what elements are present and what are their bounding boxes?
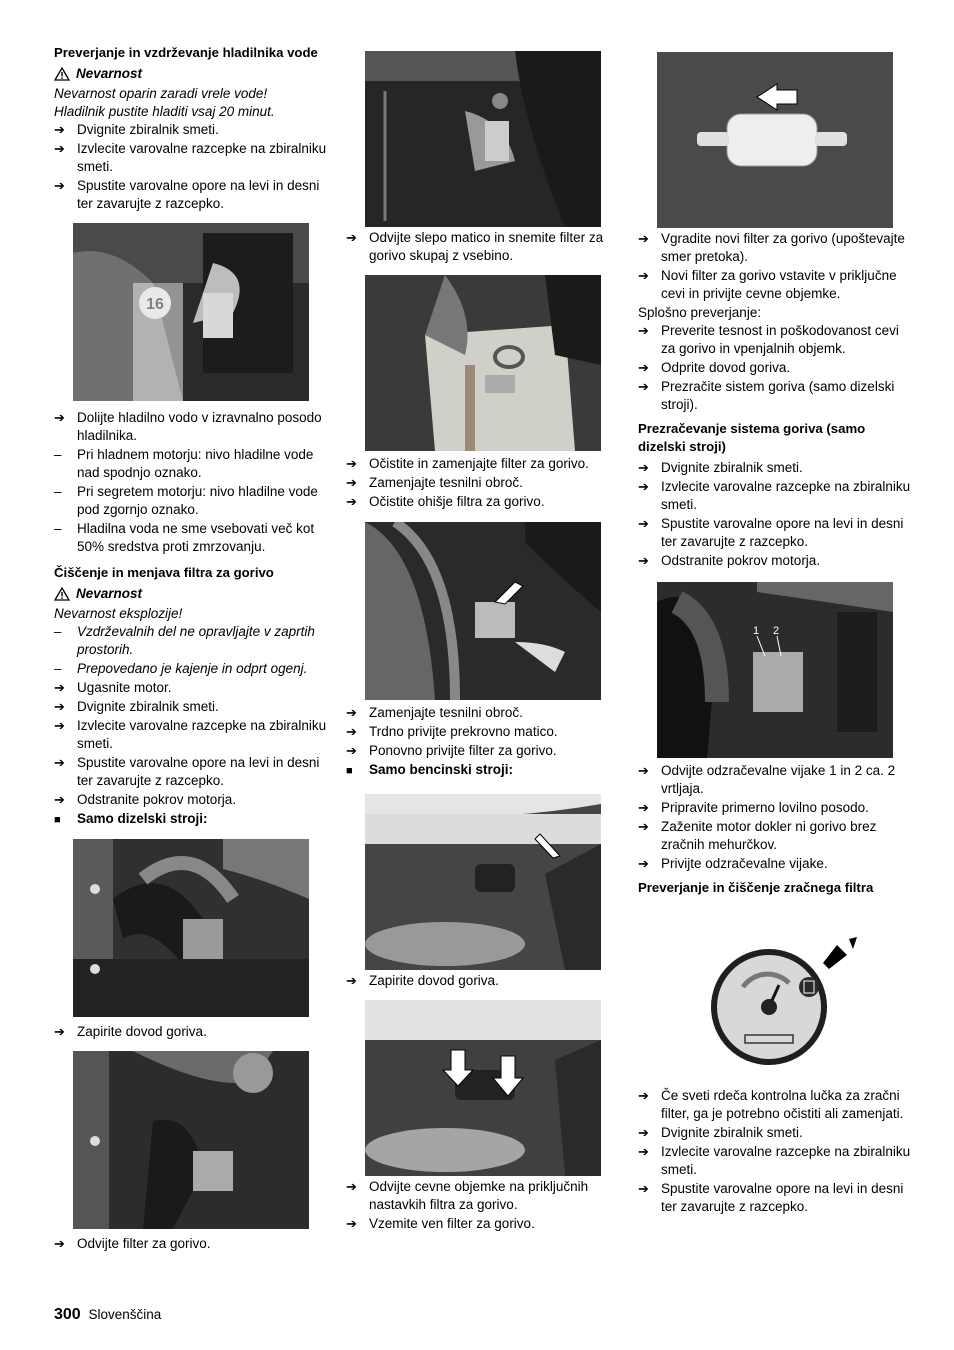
list-item: ➔ Vgradite novi filter za gorivo (upoštevajte smer pretoka). [638, 230, 914, 266]
photo-radiator [73, 223, 309, 401]
warning-heading: Nevarnost [54, 65, 330, 83]
arrow-icon [638, 1087, 661, 1123]
list-item: – Prepovedano je kajenje in odprt ogenj. [54, 660, 330, 678]
arrow-icon [54, 1023, 77, 1041]
list-item: ➔ Ugasnite motor. [54, 679, 330, 697]
arrow-icon [54, 791, 77, 809]
arrow-icon [54, 754, 77, 790]
arrow-icon [54, 140, 77, 176]
arrow-icon [346, 474, 369, 492]
list-item: ➔ Odvijte cevne objemke na priključnih nastavkih filtra za gorivo. [346, 1178, 622, 1214]
arrow-icon [638, 1180, 661, 1216]
list-item: ➔ Izvlecite varovalne razcepke na zbiralniku smeti. [638, 478, 914, 514]
arrow-icon [638, 799, 661, 817]
arrow-icon [346, 723, 369, 741]
list-item: ➔ Zapirite dovod goriva. [346, 972, 622, 990]
general-check-label: Splošno preverjanje: [638, 305, 762, 320]
arrow-icon [638, 762, 661, 798]
warning-triangle-icon [54, 67, 70, 81]
footer-language: Slovenščina [88, 1307, 162, 1322]
list-item: ➔ Dolijte hladilno vodo v izravnalno posodo hladilnika. [54, 409, 330, 445]
list-item: ■ Samo bencinski stroji: [346, 761, 622, 780]
list-item: ➔ Odstranite pokrov motorja. [638, 552, 914, 570]
list-item: ➔ Zapirite dovod goriva. [54, 1023, 330, 1041]
list-item: – Pri hladnem motorju: nivo hladilne vode nad spodnjo oznako. [54, 446, 330, 482]
section-heading: Prezračevanje sistema goriva (samo dizelski stroji) [638, 421, 866, 454]
arrow-icon [638, 230, 661, 266]
list-item: ➔ Ponovno privijte filter za gorivo. [346, 742, 622, 760]
photo-bleed-screws [657, 582, 893, 758]
list-item: ➔ Izvlecite varovalne razcepke na zbiralniku smeti. [54, 140, 330, 176]
arrow-icon [346, 1178, 369, 1214]
arrow-icon [638, 322, 661, 358]
list-item: ➔ Dvignite zbiralnik smeti. [54, 698, 330, 716]
list-item: – Hladilna voda ne sme vsebovati več kot 50% sredstva proti zmrzovanju. [54, 520, 330, 556]
list-item: ➔ Izvlecite varovalne razcepke na zbiralniku smeti. [54, 717, 330, 753]
arrow-icon [638, 1124, 661, 1142]
list-item: ➔ Odvijte filter za gorivo. [54, 1235, 330, 1253]
page-footer [54, 1306, 161, 1324]
list-item: ➔ Trdno privijte prekrovno matico. [346, 723, 622, 741]
bleed-screw-label-1: 1 [753, 625, 760, 637]
list-item: ➔ Odprite dovod goriva. [638, 359, 914, 377]
list-item: ➔ Odvijte odzračevalne vijake 1 in 2 ca. 2 vrtljaja. [638, 762, 914, 798]
arrow-icon [346, 229, 369, 265]
arrow-icon [638, 855, 661, 873]
photo-new-fuel-filter [657, 52, 893, 228]
list-item: ➔ Pripravite primerno lovilno posodo. [638, 799, 914, 817]
photo-air-filter-gauge [657, 907, 893, 1083]
list-item: ➔ Spustite varovalne opore na levi in desni ter zavarujte z razcepko. [54, 754, 330, 790]
list-item: ➔ Vzemite ven filter za gorivo. [346, 1215, 622, 1233]
photo-diesel-fuel-line [73, 839, 309, 1017]
list-item: ➔ Spustite varovalne opore na levi in desni ter zavarujte z razcepko. [638, 1180, 914, 1216]
warning-text: Nevarnost oparin zaradi vrele vode! Hladilnik pustite hladiti vsaj 20 minut. [54, 86, 275, 119]
arrow-icon [638, 359, 661, 377]
list-item: ➔ Prezračite sistem goriva (samo dizelski stroji). [638, 378, 914, 414]
arrow-icon [638, 818, 661, 854]
list-item: ➔ Izvlecite varovalne razcepke na zbiralniku smeti. [638, 1143, 914, 1179]
list-item: ➔ Odvijte slepo matico in snemite filter za gorivo skupaj z vsebino. [346, 229, 622, 265]
list-item: ➔ Zamenjajte tesnilni obroč. [346, 704, 622, 722]
list-item: ➔ Zamenjajte tesnilni obroč. [346, 474, 622, 492]
photo-filter-parts [365, 275, 601, 451]
list-item: ➔ Spustite varovalne opore na levi in desni ter zavarujte z razcepko. [54, 177, 330, 213]
column-1 [54, 44, 330, 1254]
arrow-icon [638, 459, 661, 477]
arrow-icon [638, 552, 661, 570]
arrow-icon [54, 121, 77, 139]
list-item: ➔ Odstranite pokrov motorja. [54, 791, 330, 809]
section-heading: Čiščenje in menjava filtra za gorivo [54, 565, 274, 580]
section-heading: Preverjanje in vzdrževanje hladilnika vode [54, 45, 318, 60]
photo-petrol-valve [365, 794, 601, 970]
list-item: ➔ Novi filter za gorivo vstavite v priključne cevi in privijte cevne objemke. [638, 267, 914, 303]
arrow-icon [54, 1235, 77, 1253]
list-item: – Vzdrževalnih del ne opravljajte v zaprtih prostorih. [54, 623, 330, 659]
list-item: ➔ Očistite ohišje filtra za gorivo. [346, 493, 622, 511]
list-item: ■ Samo dizelski stroji: [54, 810, 330, 829]
arrow-icon [346, 704, 369, 722]
arrow-icon [54, 679, 77, 697]
page-number: 300 [54, 1306, 81, 1323]
list-item: ➔ Zaženite motor dokler ni gorivo brez zračnih mehurčkov. [638, 818, 914, 854]
warning-triangle-icon [54, 587, 70, 601]
arrow-icon [638, 378, 661, 414]
photo-petrol-hose-clamps [365, 1000, 601, 1176]
column-3 [638, 44, 914, 1217]
list-item: ➔ Privijte odzračevalne vijake. [638, 855, 914, 873]
photo-remove-filter [365, 51, 601, 227]
list-item: ➔ Očistite in zamenjajte filter za gorivo. [346, 455, 622, 473]
arrow-icon [638, 267, 661, 303]
list-item: ➔ Spustite varovalne opore na levi in desni ter zavarujte z razcepko. [638, 515, 914, 551]
arrow-icon [638, 478, 661, 514]
arrow-icon [54, 409, 77, 445]
arrow-icon [346, 493, 369, 511]
list-item: ➔ Preverite tesnost in poškodovanost cevi za gorivo in vpenjalnih objemk. [638, 322, 914, 358]
photo-diesel-filter [73, 1051, 309, 1229]
list-item: – Pri segretem motorju: nivo hladilne vode pod zgornjo oznako. [54, 483, 330, 519]
arrow-icon [346, 1215, 369, 1233]
arrow-icon [346, 455, 369, 473]
column-2 [346, 44, 622, 1234]
arrow-icon [346, 742, 369, 760]
warning-text: Nevarnost eksplozije! [54, 606, 183, 621]
arrow-icon [54, 717, 77, 753]
arrow-icon [638, 515, 661, 551]
arrow-icon [54, 698, 77, 716]
arrow-icon [54, 177, 77, 213]
bleed-screw-label-2: 2 [773, 625, 780, 637]
warning-heading: Nevarnost [54, 585, 330, 603]
list-item: ➔ Dvignite zbiralnik smeti. [54, 121, 330, 139]
section-heading: Preverjanje in čiščenje zračnega filtra [638, 880, 874, 895]
list-item: ➔ Če sveti rdeča kontrolna lučka za zračni filter, ga je potrebno očistiti ali zamenjati. [638, 1087, 914, 1123]
arrow-icon [346, 972, 369, 990]
list-item: ➔ Dvignite zbiralnik smeti. [638, 459, 914, 477]
photo-seal-ring [365, 522, 601, 700]
arrow-icon [638, 1143, 661, 1179]
list-item: ➔ Dvignite zbiralnik smeti. [638, 1124, 914, 1142]
